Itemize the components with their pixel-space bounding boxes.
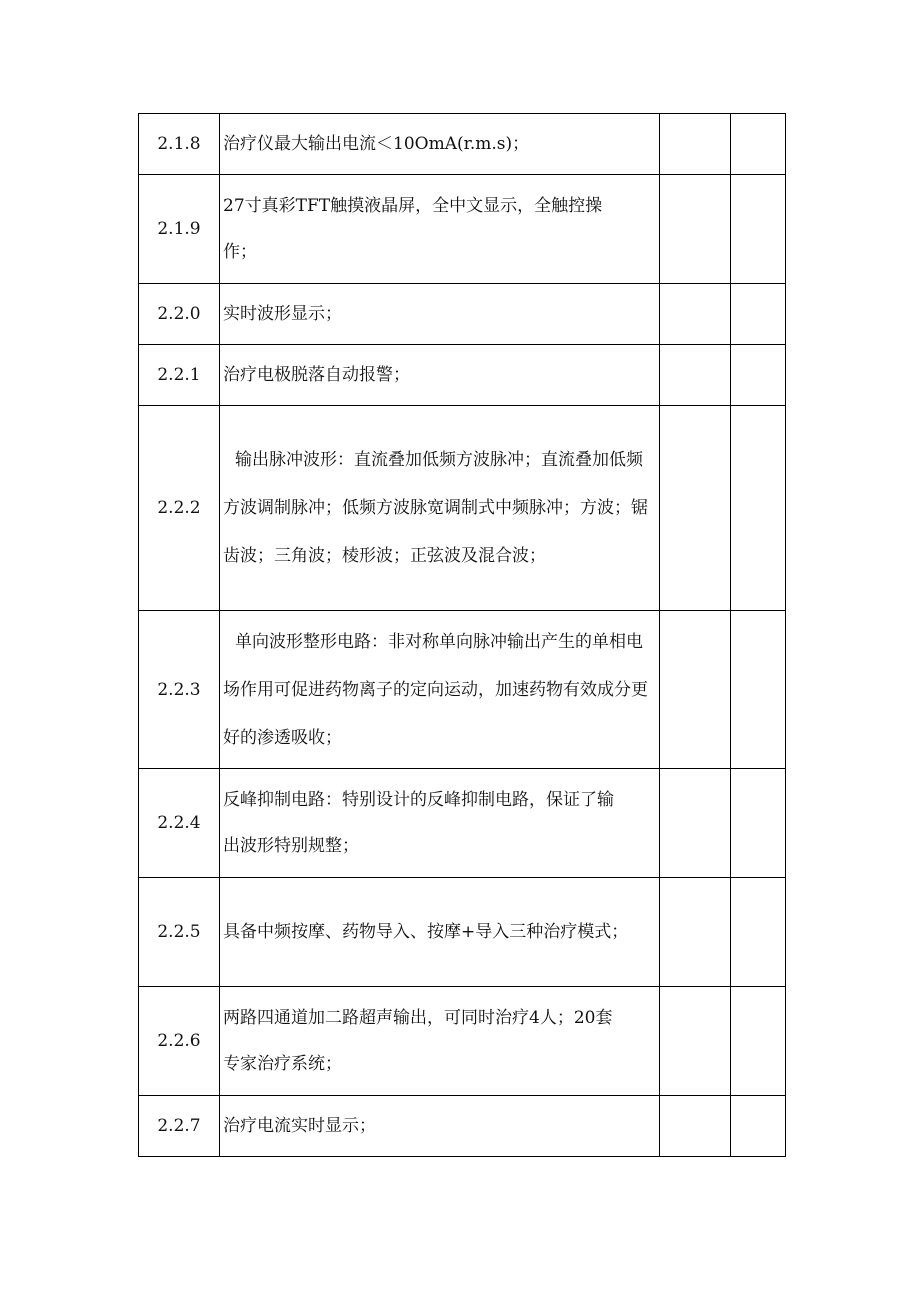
item-description: 实时波形显示； bbox=[220, 284, 660, 345]
empty-cell bbox=[660, 1096, 731, 1157]
empty-cell bbox=[731, 611, 786, 769]
item-number: 2.2.5 bbox=[139, 878, 220, 987]
item-description: 治疗仪最大输出电流＜10OmA(r.m.s)； bbox=[220, 114, 660, 175]
empty-cell bbox=[660, 284, 731, 345]
item-number: 2.1.8 bbox=[139, 114, 220, 175]
empty-cell bbox=[731, 345, 786, 406]
empty-cell bbox=[731, 1096, 786, 1157]
table-row bbox=[139, 878, 786, 987]
empty-cell bbox=[660, 769, 731, 878]
table-row bbox=[139, 345, 786, 406]
empty-cell bbox=[731, 769, 786, 878]
item-number: 2.2.6 bbox=[139, 987, 220, 1096]
empty-cell bbox=[660, 345, 731, 406]
empty-cell bbox=[731, 987, 786, 1096]
empty-cell bbox=[660, 175, 731, 284]
item-number: 2.2.1 bbox=[139, 345, 220, 406]
empty-cell bbox=[731, 406, 786, 611]
item-number: 2.2.2 bbox=[139, 406, 220, 611]
table-row bbox=[139, 611, 786, 769]
table-row bbox=[139, 769, 786, 878]
item-description: 治疗电流实时显示； bbox=[220, 1096, 660, 1157]
table-row bbox=[139, 406, 786, 611]
table-row bbox=[139, 1096, 786, 1157]
item-number: 2.2.0 bbox=[139, 284, 220, 345]
empty-cell bbox=[660, 987, 731, 1096]
empty-cell bbox=[731, 114, 786, 175]
item-number: 2.1.9 bbox=[139, 175, 220, 284]
table-row bbox=[139, 987, 786, 1096]
empty-cell bbox=[731, 878, 786, 987]
item-description: 输出脉冲波形：直流叠加低频方波脉冲；直流叠加低频方波调制脉冲；低频方波脉宽调制式中频脉冲；方波；锯齿波；三角波；棱形波；正弦波及混合波； bbox=[220, 406, 660, 611]
item-description: 27寸真彩TFT触摸液晶屏，全中文显示，全触控操作； bbox=[220, 175, 660, 284]
item-description: 单向波形整形电路：非对称单向脉冲输出产生的单相电场作用可促进药物离子的定向运动，加速药物有效成分更好的渗透吸收； bbox=[220, 611, 660, 769]
empty-cell bbox=[660, 878, 731, 987]
table-row bbox=[139, 284, 786, 345]
empty-cell bbox=[660, 114, 731, 175]
item-number: 2.2.4 bbox=[139, 769, 220, 878]
item-description: 具备中频按摩、药物导入、按摩+导入三种治疗模式； bbox=[220, 878, 660, 987]
item-description: 治疗电极脱落自动报警； bbox=[220, 345, 660, 406]
empty-cell bbox=[731, 284, 786, 345]
item-description: 反峰抑制电路：特别设计的反峰抑制电路，保证了输出波形特别规整； bbox=[220, 769, 660, 878]
table-row bbox=[139, 175, 786, 284]
empty-cell bbox=[731, 175, 786, 284]
empty-cell bbox=[660, 406, 731, 611]
empty-cell bbox=[660, 611, 731, 769]
item-number: 2.2.7 bbox=[139, 1096, 220, 1157]
item-number: 2.2.3 bbox=[139, 611, 220, 769]
specification-table bbox=[138, 113, 786, 1157]
table-row bbox=[139, 114, 786, 175]
item-description: 两路四通道加二路超声输出，可同时治疗4人；20套专家治疗系统； bbox=[220, 987, 660, 1096]
